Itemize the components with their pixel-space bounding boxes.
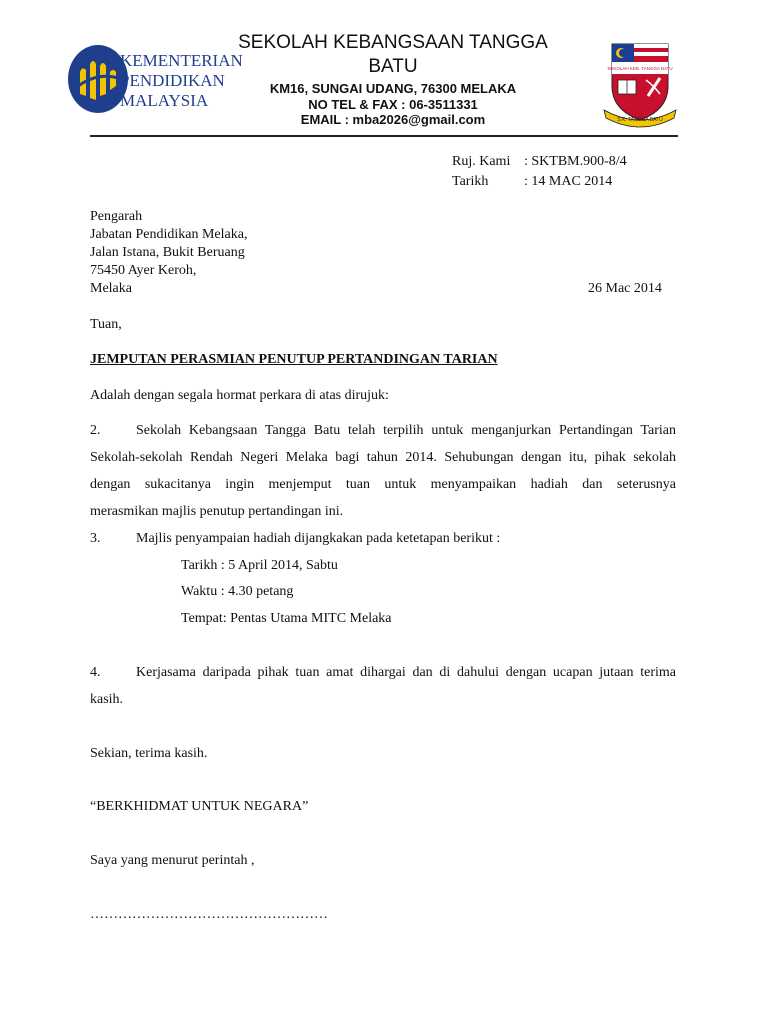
recipient-line: Jalan Istana, Bukit Beruang [90, 245, 245, 260]
svg-text:SEKOLAH KEB. TANGGA BATU: SEKOLAH KEB. TANGGA BATU [607, 66, 673, 71]
para2-line: Sekolah-sekolah Rendah Negeri Melaka bagi tahun 2014. Sehubungan dengan itu, pihak sekolah [90, 450, 676, 465]
para4-number: 4. [90, 665, 101, 680]
para3-number: 3. [90, 531, 101, 546]
event-detail: Tarikh : 5 April 2014, Sabtu [181, 558, 338, 573]
salutation: Tuan, [90, 317, 122, 332]
para2-number: 2. [90, 423, 101, 438]
school-email-clip [190, 112, 596, 127]
ministry-logo-line3: MALAYSIA [120, 91, 209, 110]
para4-line: Kerjasama daripada pihak tuan amat dihargai dan di dahului dengan ucapan jutaan terima [136, 665, 676, 680]
header-divider [90, 135, 678, 137]
school-phone: NO TEL & FAX : 06-3511331 [308, 97, 478, 112]
intro-text: Adalah dengan segala hormat perkara di atas dirujuk: [90, 388, 389, 403]
recipient-line: Melaka [90, 281, 132, 296]
recipient-line: 75450 Ayer Keroh, [90, 263, 197, 278]
para2-line: dengan sukacitanya ingin menjemput tuan untuk menyampaikan hadiah dan seterusnya [90, 477, 676, 492]
recipient-line: Pengarah [90, 209, 143, 224]
school-crest-icon [604, 40, 676, 126]
school-name-line1: SEKOLAH KEBANGSAAN TANGGA [238, 32, 548, 53]
ref-value: : SKTBM.900-8/4 [524, 154, 627, 169]
signoff: Saya yang menurut perintah , [90, 853, 255, 868]
school-address: KM16, SUNGAI UDANG, 76300 MELAKA [269, 81, 517, 96]
recipient-line: Jabatan Pendidikan Melaka, [90, 227, 248, 242]
para3-text: Majlis penyampaian hadiah dijangkakan pada ketetapan berikut : [136, 531, 501, 546]
event-detail: Waktu : 4.30 petang [181, 584, 294, 599]
closing-text: Sekian, terima kasih. [90, 746, 208, 761]
ministry-logo-line1: KEMENTERIAN [120, 51, 243, 70]
school-name-line2: BATU [368, 56, 418, 77]
signature-line: …………………………………………… [90, 907, 328, 922]
para2-line: merasmikan majlis penutup pertandingan ini. [90, 504, 344, 519]
para2-line: Sekolah Kebangsaan Tangga Batu telah terpilih untuk menganjurkan Pertandingan Tarian [136, 423, 676, 438]
letter-date: 26 Mac 2014 [588, 281, 662, 296]
school-email: EMAIL : mba2026@gmail.com [300, 112, 486, 127]
svg-text:S.K. TANGGA BATU: S.K. TANGGA BATU [617, 117, 663, 123]
ref-label: Ruj. Kami [452, 154, 511, 169]
motto: “BERKHIDMAT UNTUK NEGARA” [90, 799, 309, 814]
ministry-logo-line2: PENDIDIKAN [120, 71, 225, 90]
event-detail: Tempat: Pentas Utama MITC Melaka [181, 611, 392, 626]
ref-date-label: Tarikh [452, 174, 489, 189]
letter-subject: JEMPUTAN PERASMIAN PENUTUP PERTANDINGAN TARIAN [90, 352, 498, 367]
para4-line: kasih. [90, 692, 124, 707]
ref-date-value: : 14 MAC 2014 [524, 174, 613, 189]
